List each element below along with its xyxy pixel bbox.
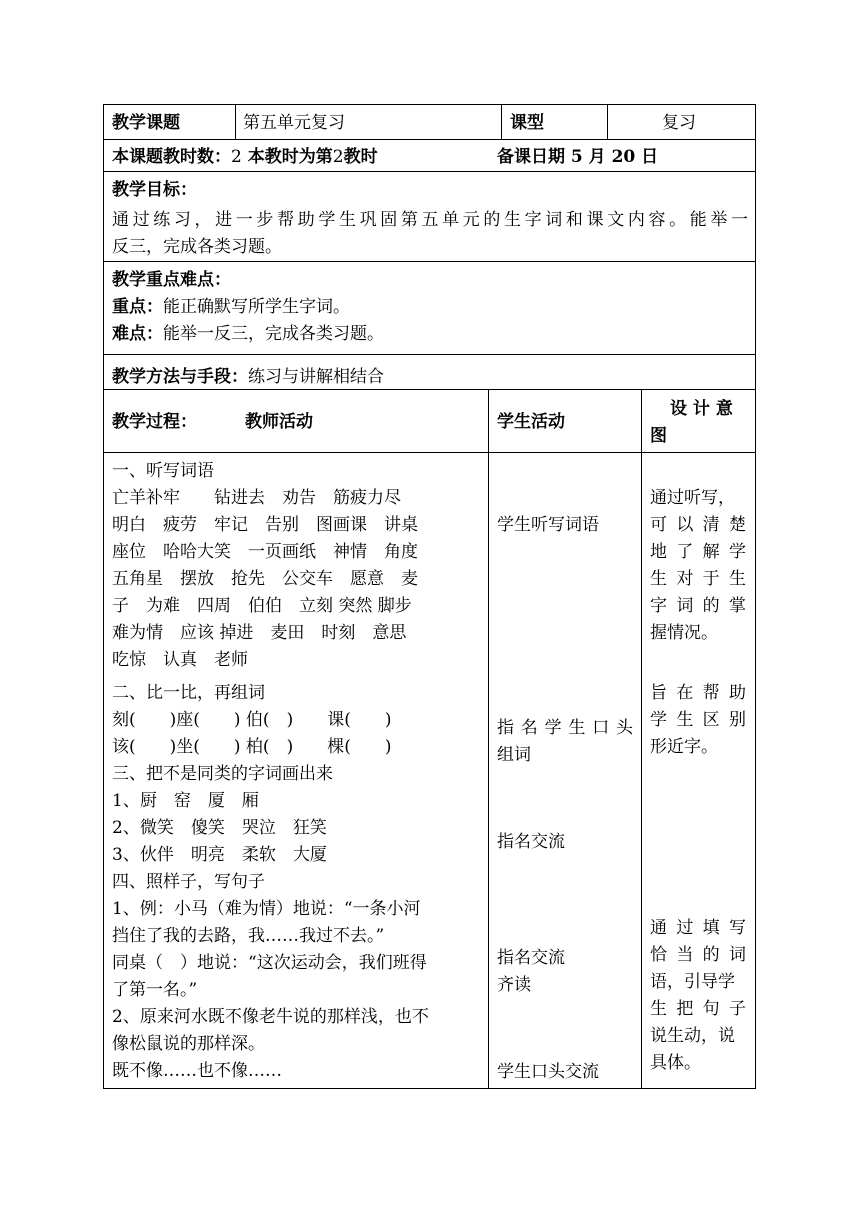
design-intent-line: 通过填写	[650, 918, 746, 938]
teacher-line: 2、原来河水既不像老牛说的那样浅，也不	[112, 1007, 429, 1027]
difficulty-text: 能举一反三，完成各类习题。	[163, 324, 384, 344]
student-activity-header: 学生活动	[497, 412, 565, 432]
key-point-label: 重点：	[112, 297, 163, 317]
lesson-title-value: 第五单元复习	[243, 113, 345, 133]
teacher-line: 了第一名。”	[112, 980, 198, 1000]
teacher-line: 吃惊 认真 老师	[112, 650, 248, 670]
method-label: 教学方法与手段：	[112, 367, 248, 387]
design-intent-line: 生把句子	[650, 999, 746, 1019]
design-intent-line: 形近字。	[650, 737, 718, 757]
prep-date	[497, 147, 658, 167]
total-hours-value: 2	[231, 147, 242, 167]
design-intent-header-2: 图	[650, 426, 667, 446]
design-intent-line: 旨在帮助	[650, 683, 746, 703]
design-intent-header-1: 设 计 意	[670, 399, 733, 419]
teacher-line: 像松鼠说的那样深。	[112, 1034, 265, 1054]
design-intent-line: 通过听写，	[650, 488, 735, 508]
student-activity: 组词	[497, 745, 531, 765]
design-intent-line: 可以清楚	[650, 515, 746, 535]
design-intent-line: 生对于生	[650, 569, 746, 589]
teacher-line: 2、微笑 傻笑 哭泣 狂笑	[112, 818, 327, 838]
teacher-line: 明白 疲劳 牢记 告别 图画课 讲桌	[112, 515, 418, 535]
teacher-line: 座位 哈哈大笑 一页画纸 神情 角度	[112, 542, 418, 562]
teacher-line: 难为情 应该 掉进 麦田 时刻 意思	[112, 623, 407, 643]
teacher-line: 五角星 摆放 抢先 公交车 愿意 麦	[112, 569, 418, 589]
teacher-line: 刻( )座( ) 伯( ) 课( )	[112, 710, 392, 730]
design-intent-line: 具体。	[650, 1053, 701, 1073]
design-intent-line: 地了解学	[650, 542, 746, 562]
teacher-line: 1、例：小马（难为情）地说：“一条小河	[112, 899, 421, 919]
student-activity: 学生口头交流	[497, 1062, 599, 1082]
teacher-line: 一、听写词语	[112, 461, 214, 481]
teacher-line: 1、厨 窑 厦 厢	[112, 791, 259, 811]
design-intent-line: 语，引导学	[650, 972, 735, 992]
teacher-line: 挡住了我的去路，我……我过不去。”	[112, 926, 385, 946]
method-text: 练习与讲解相结合	[248, 367, 384, 387]
key-point	[112, 297, 350, 317]
lesson-title-label: 教学课题	[112, 113, 180, 133]
prep-date-value: 5 月 20 日	[570, 147, 659, 167]
student-activity: 学生听写词语	[497, 515, 599, 535]
key-points-label: 教学重点难点：	[112, 270, 231, 290]
teacher-line: 3、伙伴 明亮 柔软 大厦	[112, 845, 327, 865]
teacher-line: 该( )坐( ) 柏( ) 棵( )	[112, 737, 392, 757]
method	[112, 367, 384, 387]
goals-label: 教学目标：	[112, 180, 197, 200]
design-intent-line: 字词的掌	[650, 596, 746, 616]
lesson-type-label: 课型	[510, 113, 544, 133]
teacher-line: 既不像……也不像……	[112, 1061, 282, 1081]
difficulty-point	[112, 324, 384, 344]
teacher-line: 四、照样子，写句子	[112, 872, 265, 892]
current-hour-label: 本教时为第	[247, 147, 333, 167]
student-activity: 齐读	[497, 975, 531, 995]
process-label: 教学过程：	[112, 412, 197, 432]
lesson-hours	[112, 147, 378, 167]
design-intent-line: 握情况。	[650, 623, 718, 643]
teacher-line: 子 为难 四周 伯伯 立刻 突然 脚步	[112, 596, 412, 616]
student-activity: 指名学生口头	[497, 718, 633, 738]
total-hours-label: 本课题教时数：	[112, 147, 231, 167]
current-hour-value: 2	[332, 147, 344, 167]
design-intent-line: 学生区别	[650, 710, 746, 730]
teacher-activity-header: 教师活动	[245, 412, 313, 432]
teacher-line: 同桌（ ）地说：“这次运动会，我们班得	[112, 953, 427, 973]
design-intent-line: 恰当的词	[650, 945, 746, 965]
prep-date-label: 备课日期	[497, 147, 565, 167]
student-activity: 指名交流	[497, 948, 565, 968]
student-activity: 指名交流	[497, 832, 565, 852]
goals-line-2: 反三，完成各类习题。	[112, 237, 282, 257]
teacher-line: 二、比一比，再组词	[112, 683, 265, 703]
difficulty-label: 难点：	[112, 324, 163, 344]
teacher-line: 亡羊补牢 钻进去 劝告 筋疲力尽	[112, 488, 401, 508]
teacher-line: 三、把不是同类的字词画出来	[112, 764, 333, 784]
key-point-text: 能正确默写所学生字词。	[163, 297, 350, 317]
goals-line-1: 通过练习，进一步帮助学生巩固第五单元的生字词和课文内容。能举一	[112, 210, 748, 230]
design-intent-line: 说生动，说	[650, 1026, 735, 1046]
lesson-type-value: 复习	[662, 113, 696, 133]
current-hour-suffix: 教时	[343, 147, 378, 167]
